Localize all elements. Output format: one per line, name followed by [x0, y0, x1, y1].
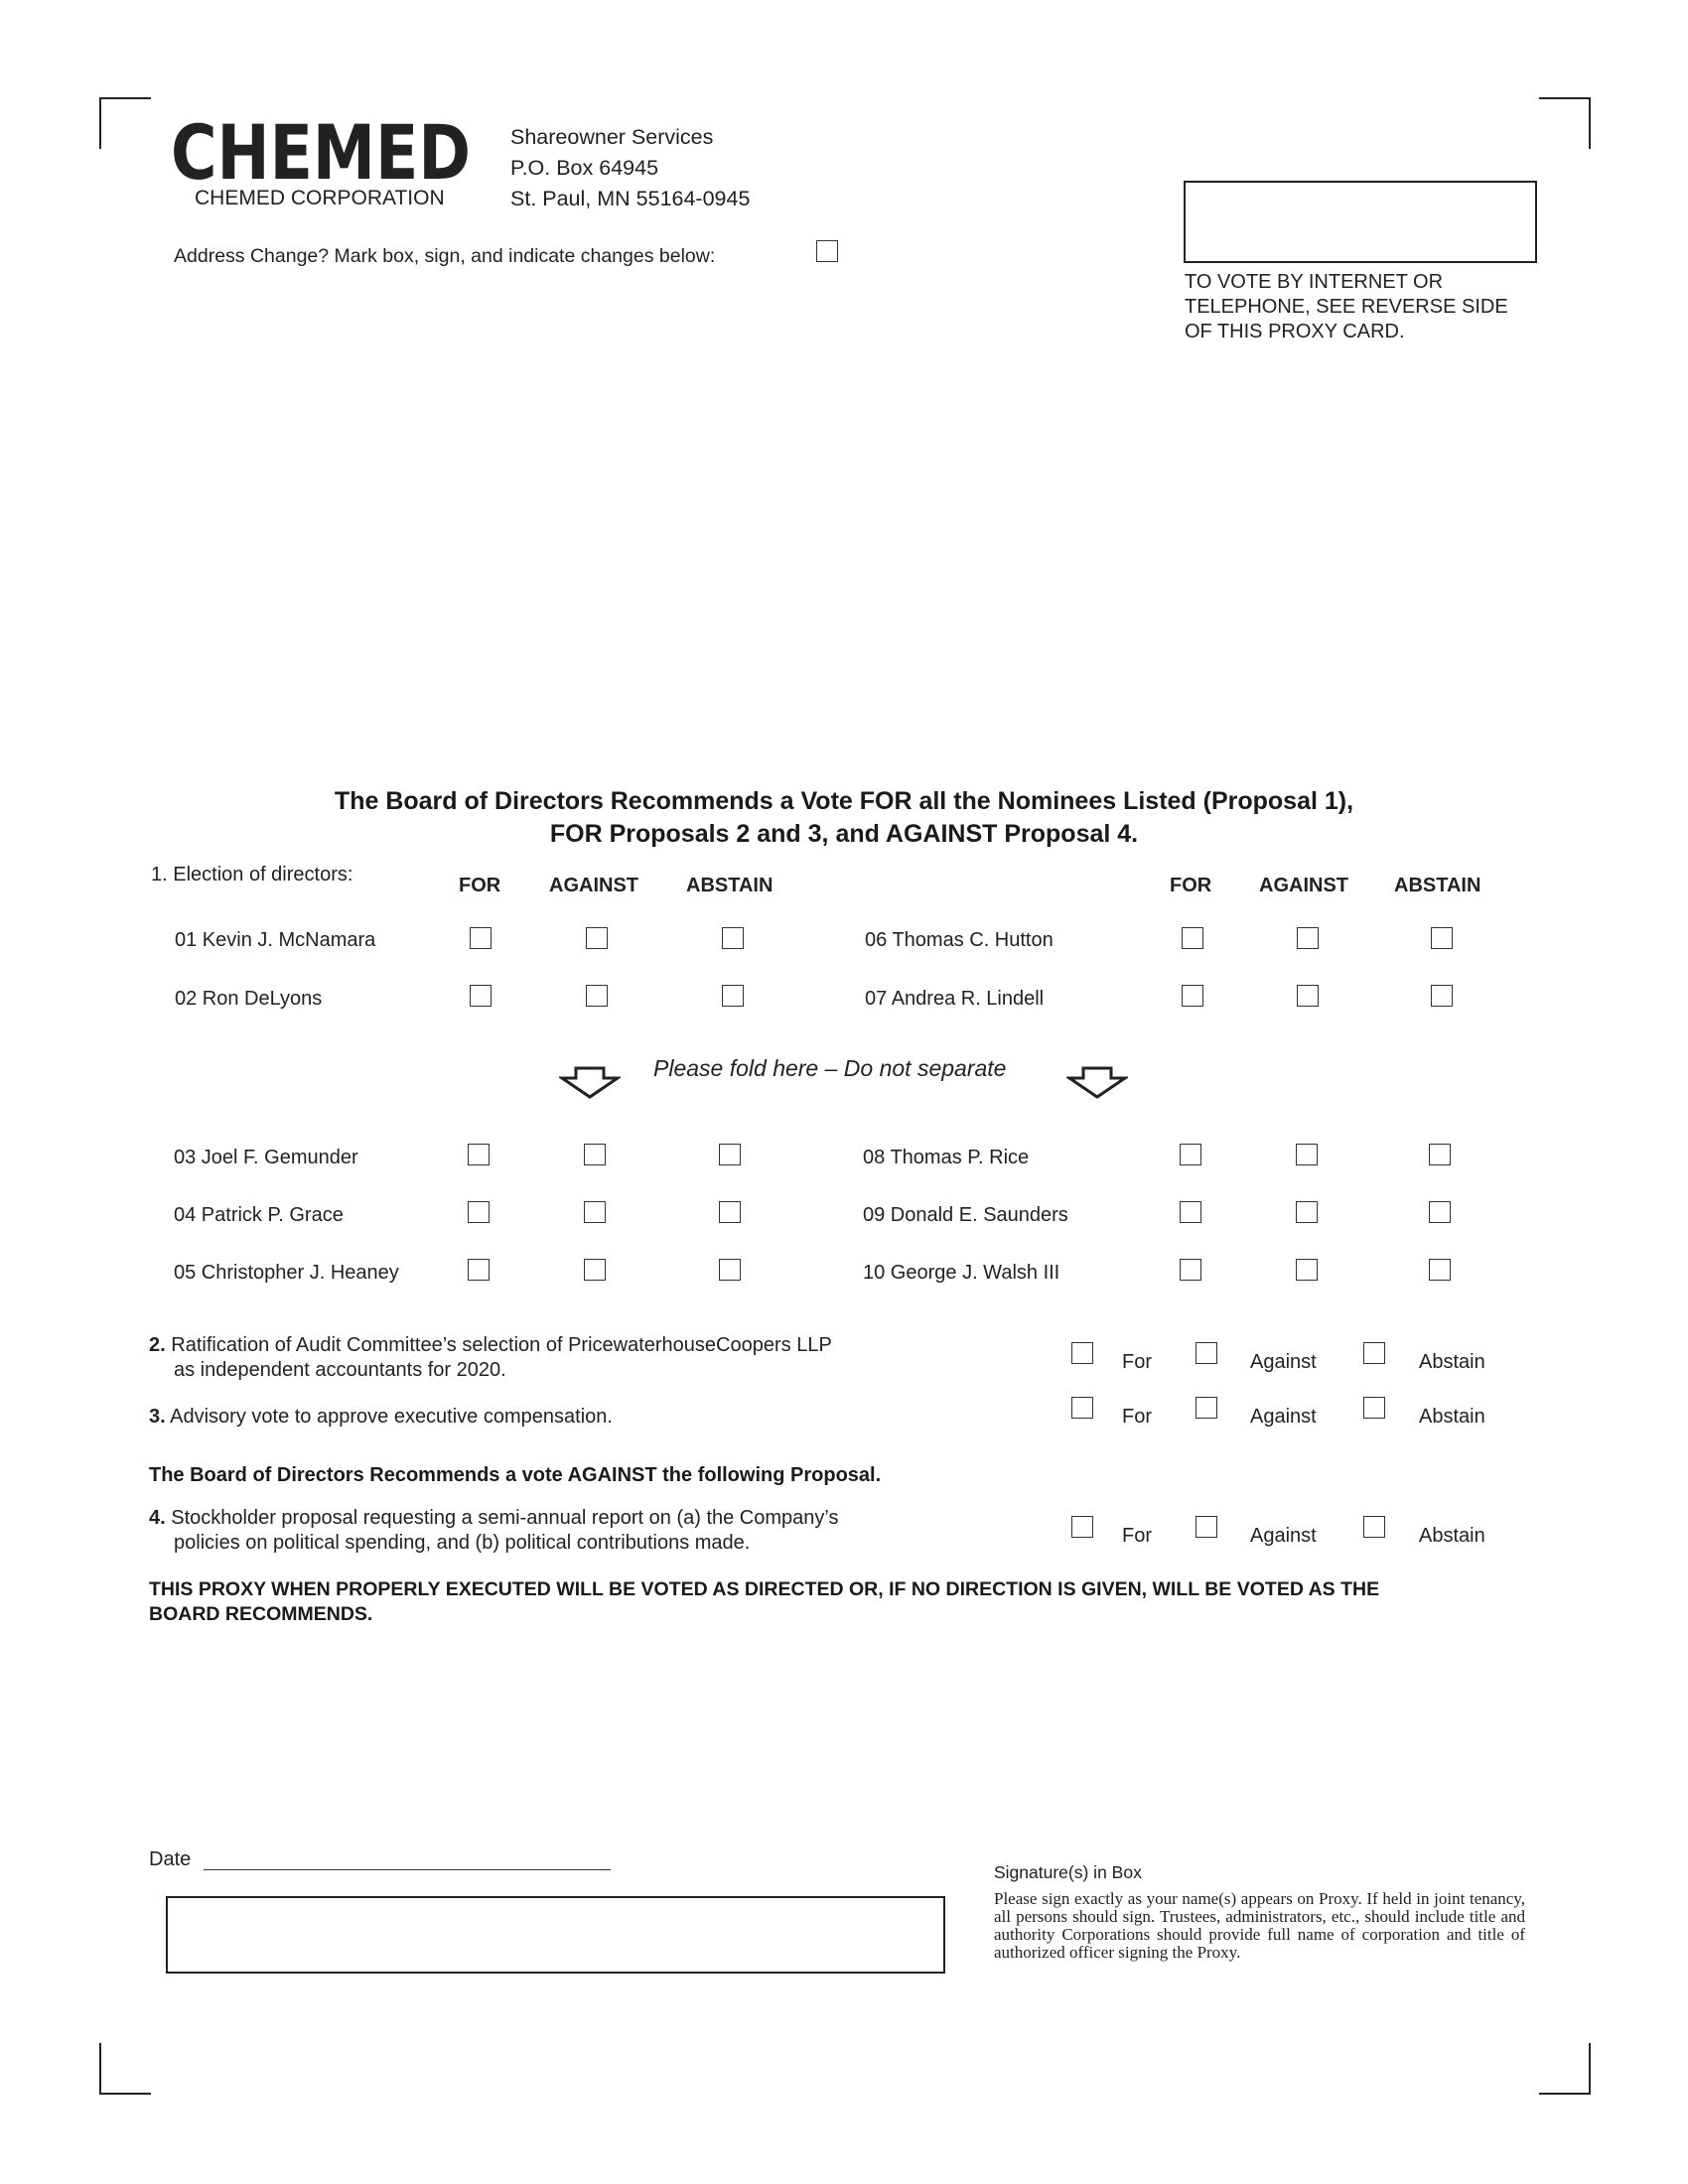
- proposal-3-against-label: Against: [1250, 1406, 1317, 1428]
- proposal-2-line-1: Ratification of Audit Committee’s selection of PricewaterhouseCoopers LLP: [171, 1334, 832, 1356]
- address-line-3: St. Paul, MN 55164-0945: [510, 187, 751, 210]
- heading-line-2: FOR Proposals 2 and 3, and AGAINST Proposal 4.: [549, 820, 1139, 848]
- vote-instructions: [1185, 270, 1562, 344]
- board-against-heading: The Board of Directors Recommends a vote AGAINST the following Proposal.: [149, 1464, 882, 1486]
- nominee-02-for-checkbox[interactable]: [470, 985, 492, 1007]
- proposal-4-line-2: policies on political spending, and (b) political contributions made.: [174, 1532, 751, 1554]
- proxy-note-line-2: BOARD RECOMMENDS.: [149, 1603, 373, 1625]
- nominee-06-abstain-checkbox[interactable]: [1431, 927, 1453, 949]
- nominee-05-abstain-checkbox[interactable]: [719, 1259, 741, 1281]
- nominee-02-abstain-checkbox[interactable]: [722, 985, 744, 1007]
- proxy-note-line-1: THIS PROXY WHEN PROPERLY EXECUTED WILL BE VOTED AS DIRECTED OR, IF NO DIRECTION IS GIVEN, WILL BE VOTED AS THE: [149, 1578, 1380, 1600]
- address-line-1: Shareowner Services: [510, 125, 714, 149]
- chemed-logo: [171, 121, 474, 215]
- col-against-right: AGAINST: [1259, 875, 1348, 896]
- nominee-07-against-checkbox[interactable]: [1297, 985, 1319, 1007]
- fold-arrow-right-icon: [1066, 1066, 1128, 1100]
- proposal-4-number: 4.: [149, 1507, 166, 1529]
- nominee-08-for-checkbox[interactable]: [1180, 1144, 1201, 1165]
- nominee-03: 03 Joel F. Gemunder: [174, 1147, 358, 1168]
- nominee-09: 09 Donald E. Saunders: [863, 1204, 1068, 1226]
- proposal-3: [149, 1405, 613, 1430]
- proposal-2-number: 2.: [149, 1334, 166, 1356]
- board-recommendation-heading: [149, 785, 1539, 851]
- nominee-07: 07 Andrea R. Lindell: [865, 988, 1045, 1010]
- nominee-02-against-checkbox[interactable]: [586, 985, 608, 1007]
- nominee-04-for-checkbox[interactable]: [468, 1201, 490, 1223]
- crop-mark-bottom-right: [1539, 2043, 1591, 2095]
- crop-mark-top-right: [1539, 97, 1591, 149]
- proposal-2-against-checkbox[interactable]: [1196, 1342, 1217, 1364]
- nominee-03-against-checkbox[interactable]: [584, 1144, 606, 1165]
- proposal-2-abstain-checkbox[interactable]: [1363, 1342, 1385, 1364]
- proposal-2-for-checkbox[interactable]: [1071, 1342, 1093, 1364]
- proposal-4-against-checkbox[interactable]: [1196, 1516, 1217, 1538]
- proposal-3-for-checkbox[interactable]: [1071, 1397, 1093, 1419]
- nominee-10-for-checkbox[interactable]: [1180, 1259, 1201, 1281]
- nominee-09-for-checkbox[interactable]: [1180, 1201, 1201, 1223]
- nominee-08: 08 Thomas P. Rice: [863, 1147, 1030, 1168]
- col-for-right: FOR: [1170, 875, 1212, 896]
- nominee-01: 01 Kevin J. McNamara: [175, 929, 376, 951]
- proposal-2-against-label: Against: [1250, 1351, 1317, 1373]
- logo-wordmark: CHEMED: [171, 121, 471, 185]
- proposal-4-line-1: Stockholder proposal requesting a semi-annual report on (a) the Company’s: [171, 1507, 839, 1529]
- nominee-04: 04 Patrick P. Grace: [174, 1204, 344, 1226]
- nominee-06-against-checkbox[interactable]: [1297, 927, 1319, 949]
- nominee-08-abstain-checkbox[interactable]: [1429, 1144, 1451, 1165]
- nominee-02: 02 Ron DeLyons: [175, 988, 323, 1010]
- signature-title: Signature(s) in Box: [994, 1862, 1142, 1882]
- shareowner-address: [510, 122, 750, 214]
- nominee-05-against-checkbox[interactable]: [584, 1259, 606, 1281]
- signature-box[interactable]: [166, 1896, 945, 1974]
- nominee-09-against-checkbox[interactable]: [1296, 1201, 1318, 1223]
- nominee-04-against-checkbox[interactable]: [584, 1201, 606, 1223]
- address-line-2: P.O. Box 64945: [510, 156, 659, 180]
- nominee-01-abstain-checkbox[interactable]: [722, 927, 744, 949]
- proposal-3-line-1: Advisory vote to approve executive compensation.: [170, 1406, 613, 1428]
- nominee-03-abstain-checkbox[interactable]: [719, 1144, 741, 1165]
- proposal-4-against-label: Against: [1250, 1525, 1317, 1547]
- nominee-07-for-checkbox[interactable]: [1182, 985, 1203, 1007]
- nominee-09-abstain-checkbox[interactable]: [1429, 1201, 1451, 1223]
- nominee-01-against-checkbox[interactable]: [586, 927, 608, 949]
- col-abstain-right: ABSTAIN: [1394, 875, 1481, 896]
- nominee-04-abstain-checkbox[interactable]: [719, 1201, 741, 1223]
- nominee-01-for-checkbox[interactable]: [470, 927, 492, 949]
- proposal-4: [149, 1506, 838, 1556]
- proposal-4-abstain-label: Abstain: [1419, 1525, 1485, 1547]
- nominee-03-for-checkbox[interactable]: [468, 1144, 490, 1165]
- proposal-4-for-label: For: [1122, 1525, 1152, 1547]
- col-against-left: AGAINST: [549, 875, 638, 896]
- address-change-label: Address Change? Mark box, sign, and indicate changes below:: [174, 245, 716, 267]
- proposal-3-against-checkbox[interactable]: [1196, 1397, 1217, 1419]
- fold-instruction: Please fold here – Do not separate: [653, 1055, 1007, 1081]
- vote-note-line-3: OF THIS PROXY CARD.: [1185, 321, 1405, 342]
- signature-instructions: Please sign exactly as your name(s) appears on Proxy. If held in joint tenancy, all persons should sign. Trustees, administrators, etc., should include title and authority Corporations should provide full name of corporation and title of authorized officer signing the Proxy.: [994, 1889, 1525, 1962]
- nominee-10: 10 George J. Walsh III: [863, 1262, 1060, 1284]
- crop-mark-top-left: [99, 97, 151, 149]
- nominee-05: 05 Christopher J. Heaney: [174, 1262, 399, 1284]
- col-abstain-left: ABSTAIN: [686, 875, 774, 896]
- crop-mark-bottom-left: [99, 2043, 151, 2095]
- nominee-08-against-checkbox[interactable]: [1296, 1144, 1318, 1165]
- date-label: Date: [149, 1848, 192, 1870]
- logo-company-name: CHEMED CORPORATION: [195, 187, 445, 209]
- proposal-4-abstain-checkbox[interactable]: [1363, 1516, 1385, 1538]
- election-title: 1. Election of directors:: [151, 864, 353, 886]
- proxy-execution-note: [149, 1577, 1559, 1627]
- proposal-2-line-2: as independent accountants for 2020.: [174, 1359, 506, 1381]
- address-change-checkbox[interactable]: [816, 240, 838, 262]
- nominee-10-abstain-checkbox[interactable]: [1429, 1259, 1451, 1281]
- heading-line-1: The Board of Directors Recommends a Vote FOR all the Nominees Listed (Proposal 1),: [334, 787, 1354, 815]
- vote-note-line-1: TO VOTE BY INTERNET OR: [1185, 271, 1444, 293]
- nominee-06: 06 Thomas C. Hutton: [865, 929, 1054, 951]
- nominee-05-for-checkbox[interactable]: [468, 1259, 490, 1281]
- nominee-10-against-checkbox[interactable]: [1296, 1259, 1318, 1281]
- col-for-left: FOR: [459, 875, 501, 896]
- proposal-3-abstain-label: Abstain: [1419, 1406, 1485, 1428]
- account-id-box: [1184, 181, 1537, 263]
- proposal-3-for-label: For: [1122, 1406, 1152, 1428]
- nominee-06-for-checkbox[interactable]: [1182, 927, 1203, 949]
- proposal-2: [149, 1333, 832, 1383]
- fold-arrow-left-icon: [559, 1066, 621, 1100]
- date-field[interactable]: [204, 1869, 611, 1870]
- vote-note-line-2: TELEPHONE, SEE REVERSE SIDE: [1185, 296, 1508, 318]
- proposal-3-number: 3.: [149, 1406, 166, 1428]
- proposal-3-abstain-checkbox[interactable]: [1363, 1397, 1385, 1419]
- chemed-wordmark-graphic: [171, 121, 474, 185]
- proposal-2-for-label: For: [1122, 1351, 1152, 1373]
- nominee-07-abstain-checkbox[interactable]: [1431, 985, 1453, 1007]
- proposal-2-abstain-label: Abstain: [1419, 1351, 1485, 1373]
- proposal-4-for-checkbox[interactable]: [1071, 1516, 1093, 1538]
